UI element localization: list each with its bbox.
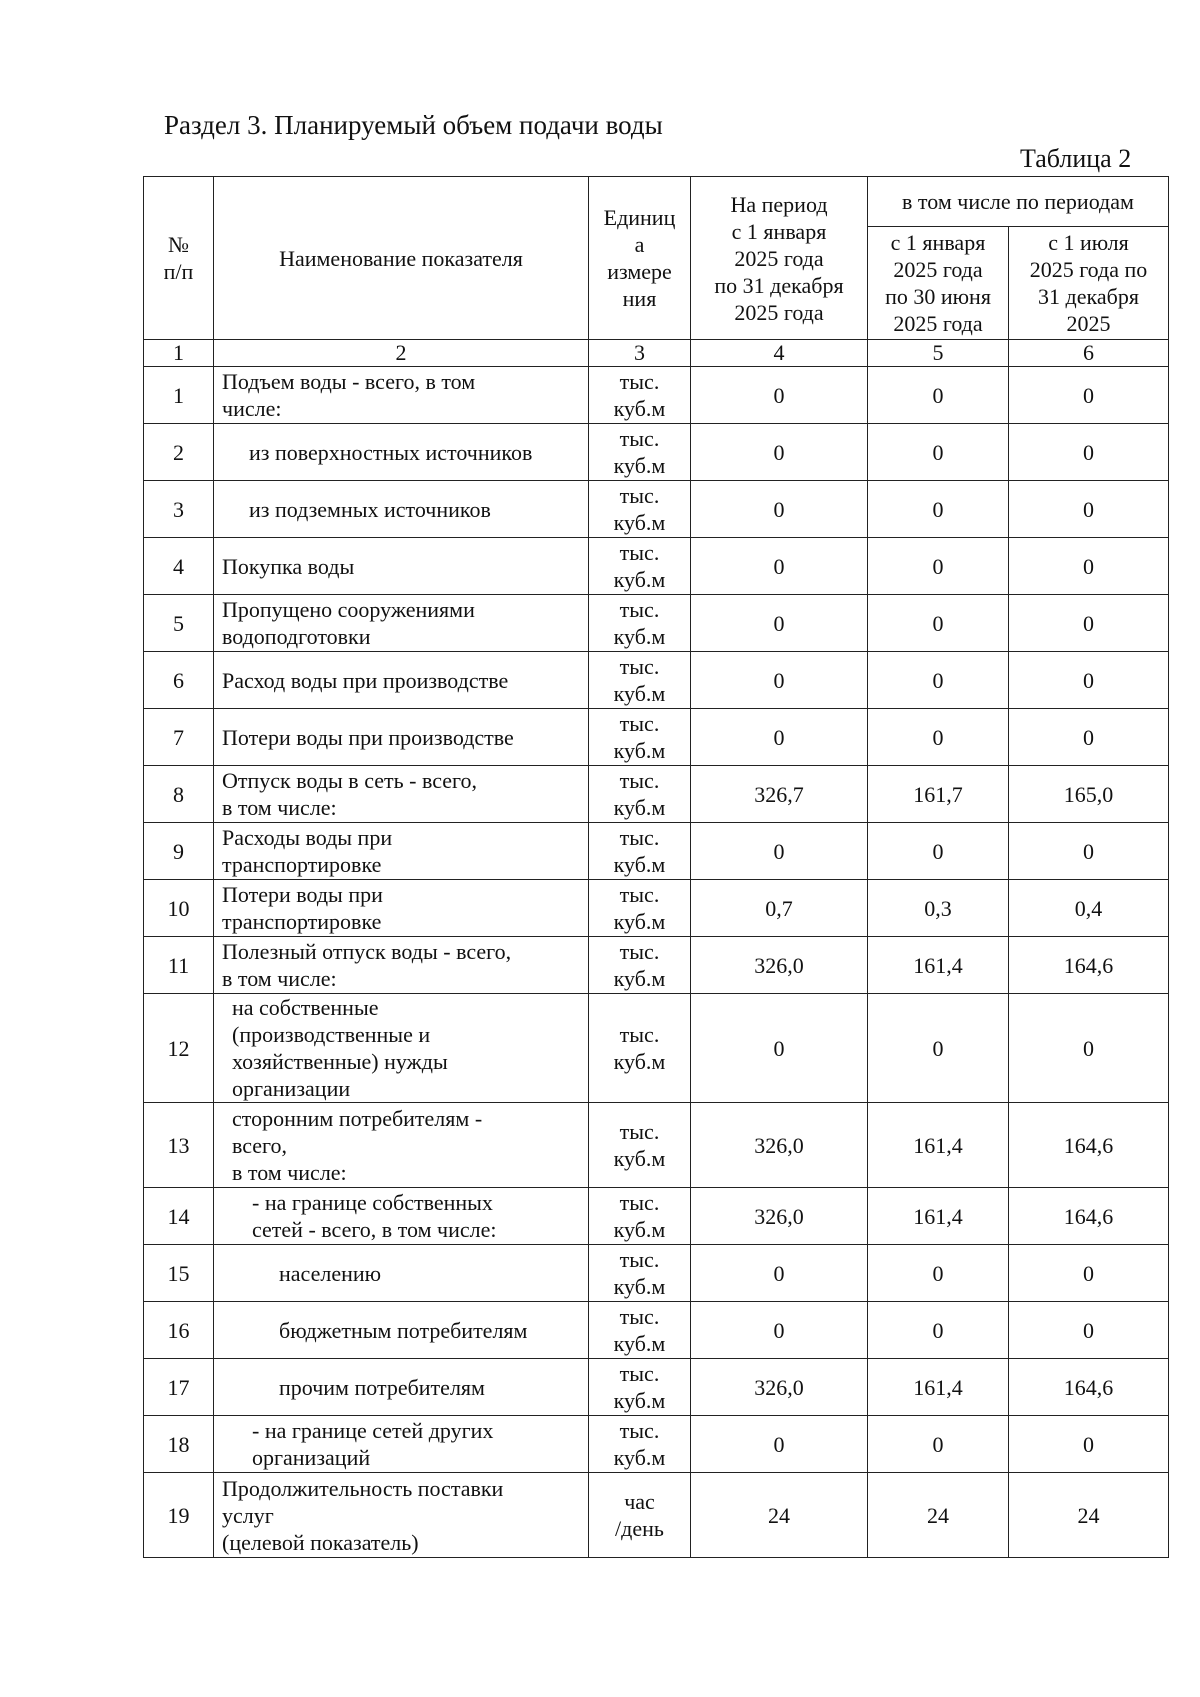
table-row — [144, 1302, 1169, 1359]
unit: тыс. куб.м — [589, 1245, 691, 1302]
col-number: 6 — [1009, 340, 1169, 367]
indicator-name: бюджетным потребителям — [214, 1302, 589, 1359]
unit: тыс. куб.м — [589, 1188, 691, 1245]
value-total: 326,0 — [691, 1359, 868, 1416]
unit: час /день — [589, 1473, 691, 1558]
value-period-1: 0 — [868, 652, 1009, 709]
value-period-2: 164,6 — [1009, 1103, 1169, 1188]
indicator-name: Потери воды при производстве — [214, 709, 589, 766]
value-total: 326,0 — [691, 1103, 868, 1188]
value-total: 326,0 — [691, 1188, 868, 1245]
indicator-name: - на границе сетей других организаций — [214, 1416, 589, 1473]
value-period-2: 165,0 — [1009, 766, 1169, 823]
row-number: 14 — [144, 1188, 214, 1245]
indicator-name: Пропущено сооружениями водоподготовки — [214, 595, 589, 652]
indicator-name: Продолжительность поставки услуг (целевой показатель) — [214, 1473, 589, 1558]
value-total: 0 — [691, 1245, 868, 1302]
table-row — [144, 1473, 1169, 1558]
header-period-1: с 1 января 2025 года по 30 июня 2025 года — [868, 227, 1009, 340]
value-total: 0 — [691, 652, 868, 709]
header-unit: Единиц а измере ния — [589, 177, 691, 340]
table-row — [144, 823, 1169, 880]
value-period-2: 0 — [1009, 538, 1169, 595]
value-period-1: 161,4 — [868, 1188, 1009, 1245]
indicator-name: прочим потребителям — [214, 1359, 589, 1416]
indicator-name: Покупка воды — [214, 538, 589, 595]
col-number: 2 — [214, 340, 589, 367]
unit: тыс. куб.м — [589, 367, 691, 424]
header-name: Наименование показателя — [214, 177, 589, 340]
row-number: 18 — [144, 1416, 214, 1473]
value-total: 0 — [691, 1302, 868, 1359]
table-row — [144, 994, 1169, 1103]
value-period-2: 0 — [1009, 367, 1169, 424]
row-number: 13 — [144, 1103, 214, 1188]
row-number: 15 — [144, 1245, 214, 1302]
indicator-name: на собственные (производственные и хозяйственные) нужды организации — [214, 994, 589, 1103]
value-period-1: 0,3 — [868, 880, 1009, 937]
value-period-1: 0 — [868, 1416, 1009, 1473]
value-period-2: 0 — [1009, 994, 1169, 1103]
unit: тыс. куб.м — [589, 1103, 691, 1188]
value-total: 0 — [691, 1416, 868, 1473]
value-total: 326,7 — [691, 766, 868, 823]
section-title: Раздел 3. Планируемый объем подачи воды — [164, 110, 663, 140]
value-period-2: 0 — [1009, 424, 1169, 481]
table-row — [144, 595, 1169, 652]
row-number: 2 — [144, 424, 214, 481]
row-number: 11 — [144, 937, 214, 994]
value-period-2: 0 — [1009, 709, 1169, 766]
table-row — [144, 709, 1169, 766]
unit: тыс. куб.м — [589, 481, 691, 538]
value-period-1: 0 — [868, 424, 1009, 481]
value-period-2: 164,6 — [1009, 937, 1169, 994]
value-period-1: 0 — [868, 538, 1009, 595]
table-row — [144, 538, 1169, 595]
indicator-name: из подземных источников — [214, 481, 589, 538]
value-period-1: 0 — [868, 1245, 1009, 1302]
table-row — [144, 367, 1169, 424]
value-period-2: 24 — [1009, 1473, 1169, 1558]
water-supply-table — [143, 176, 1169, 1558]
indicator-name: Расход воды при производстве — [214, 652, 589, 709]
value-period-1: 24 — [868, 1473, 1009, 1558]
row-number: 1 — [144, 367, 214, 424]
row-number: 5 — [144, 595, 214, 652]
table-row — [144, 1188, 1169, 1245]
col-number: 4 — [691, 340, 868, 367]
table-row — [144, 766, 1169, 823]
value-period-1: 0 — [868, 709, 1009, 766]
value-period-1: 0 — [868, 367, 1009, 424]
unit: тыс. куб.м — [589, 1359, 691, 1416]
table-row — [144, 424, 1169, 481]
table-label: Таблица 2 — [1020, 144, 1132, 173]
table-row — [144, 1245, 1169, 1302]
column-numbers-row — [144, 340, 1169, 367]
table-row — [144, 1359, 1169, 1416]
row-number: 8 — [144, 766, 214, 823]
value-total: 0 — [691, 538, 868, 595]
value-period-2: 0 — [1009, 1245, 1169, 1302]
value-period-1: 0 — [868, 1302, 1009, 1359]
table-row — [144, 652, 1169, 709]
table-row — [144, 1416, 1169, 1473]
unit: тыс. куб.м — [589, 1302, 691, 1359]
unit: тыс. куб.м — [589, 994, 691, 1103]
value-period-2: 0 — [1009, 1302, 1169, 1359]
row-number: 17 — [144, 1359, 214, 1416]
value-total: 0 — [691, 481, 868, 538]
value-total: 0 — [691, 994, 868, 1103]
row-number: 7 — [144, 709, 214, 766]
value-total: 0 — [691, 595, 868, 652]
value-period-1: 0 — [868, 994, 1009, 1103]
value-period-2: 0 — [1009, 1416, 1169, 1473]
value-total: 0 — [691, 367, 868, 424]
table-row — [144, 481, 1169, 538]
col-number: 3 — [589, 340, 691, 367]
row-number: 4 — [144, 538, 214, 595]
value-period-2: 0 — [1009, 652, 1169, 709]
value-total: 0 — [691, 709, 868, 766]
value-period-1: 161,4 — [868, 1103, 1009, 1188]
value-period-2: 0 — [1009, 595, 1169, 652]
value-period-1: 0 — [868, 823, 1009, 880]
table-row — [144, 1103, 1169, 1188]
indicator-name: сторонним потребителям - всего, в том числе: — [214, 1103, 589, 1188]
value-period-2: 164,6 — [1009, 1188, 1169, 1245]
value-period-2: 0,4 — [1009, 880, 1169, 937]
value-period-1: 0 — [868, 481, 1009, 538]
value-period-1: 161,4 — [868, 1359, 1009, 1416]
value-total: 0 — [691, 823, 868, 880]
header-row-1 — [144, 177, 1169, 227]
value-period-2: 0 — [1009, 481, 1169, 538]
value-total: 24 — [691, 1473, 868, 1558]
row-number: 12 — [144, 994, 214, 1103]
table-row — [144, 880, 1169, 937]
indicator-name: Полезный отпуск воды - всего, в том числе: — [214, 937, 589, 994]
unit: тыс. куб.м — [589, 880, 691, 937]
unit: тыс. куб.м — [589, 652, 691, 709]
indicator-name: из поверхностных источников — [214, 424, 589, 481]
row-number: 16 — [144, 1302, 214, 1359]
row-number: 3 — [144, 481, 214, 538]
indicator-name: населению — [214, 1245, 589, 1302]
value-total: 0,7 — [691, 880, 868, 937]
col-number: 5 — [868, 340, 1009, 367]
indicator-name: Расходы воды при транспортировке — [214, 823, 589, 880]
value-period-2: 164,6 — [1009, 1359, 1169, 1416]
indicator-name: Подъем воды - всего, в том числе: — [214, 367, 589, 424]
indicator-name: Потери воды при транспортировке — [214, 880, 589, 937]
header-num: № п/п — [144, 177, 214, 340]
unit: тыс. куб.м — [589, 424, 691, 481]
indicator-name: Отпуск воды в сеть - всего, в том числе: — [214, 766, 589, 823]
header-total: На период с 1 января 2025 года по 31 декабря 2025 года — [691, 177, 868, 340]
unit: тыс. куб.м — [589, 823, 691, 880]
unit: тыс. куб.м — [589, 937, 691, 994]
row-number: 6 — [144, 652, 214, 709]
value-period-1: 161,7 — [868, 766, 1009, 823]
unit: тыс. куб.м — [589, 538, 691, 595]
value-period-2: 0 — [1009, 823, 1169, 880]
unit: тыс. куб.м — [589, 595, 691, 652]
value-total: 326,0 — [691, 937, 868, 994]
value-period-1: 161,4 — [868, 937, 1009, 994]
table-row — [144, 937, 1169, 994]
unit: тыс. куб.м — [589, 1416, 691, 1473]
header-by-periods: в том числе по периодам — [868, 177, 1169, 227]
value-period-1: 0 — [868, 595, 1009, 652]
header-period-2: с 1 июля 2025 года по 31 декабря 2025 — [1009, 227, 1169, 340]
indicator-name: - на границе собственных сетей - всего, в том числе: — [214, 1188, 589, 1245]
col-number: 1 — [144, 340, 214, 367]
unit: тыс. куб.м — [589, 766, 691, 823]
row-number: 9 — [144, 823, 214, 880]
row-number: 19 — [144, 1473, 214, 1558]
value-total: 0 — [691, 424, 868, 481]
unit: тыс. куб.м — [589, 709, 691, 766]
row-number: 10 — [144, 880, 214, 937]
